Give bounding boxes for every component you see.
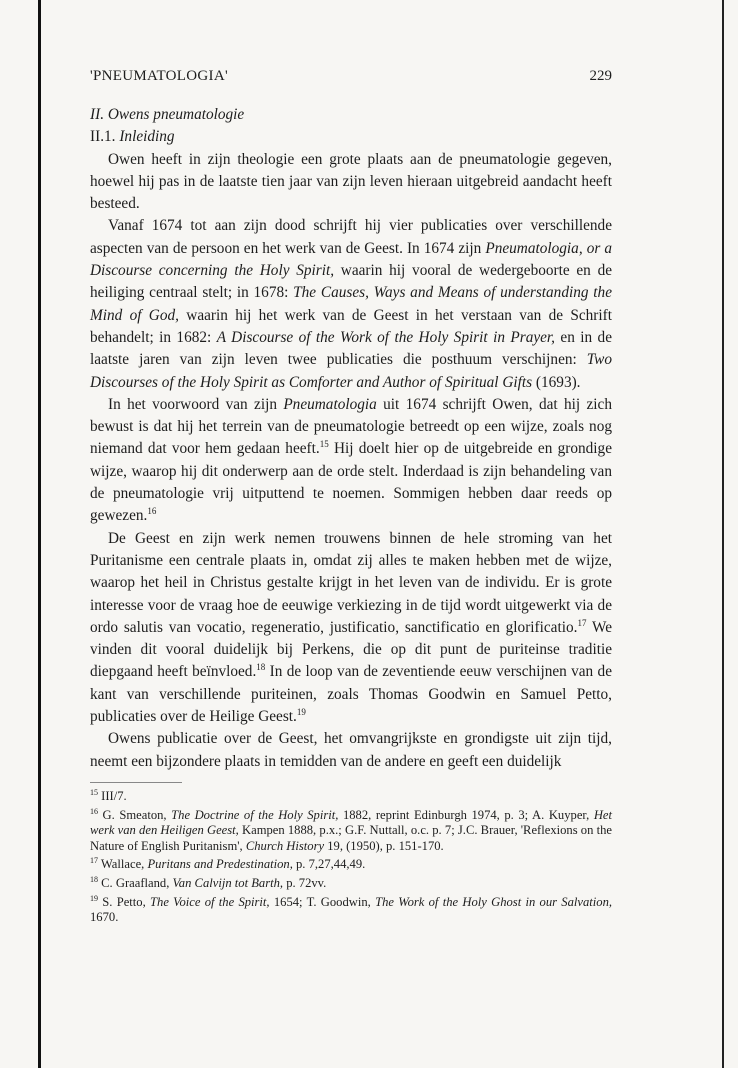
footnote-16-title-church-history: Church History xyxy=(245,838,325,853)
footnote-19-text-c: 1670. xyxy=(90,910,119,925)
footnote-15 xyxy=(90,789,612,805)
p3-title-pneumatologia: Pneumatologia xyxy=(283,395,377,413)
p2-text-d: en in de laatste jaren van zijn leven twee publicaties die posthuum verschijnen: xyxy=(90,328,612,369)
page-number: 229 xyxy=(589,68,612,84)
section-number: II. xyxy=(90,106,105,123)
p2-text-e: (1693). xyxy=(532,373,581,391)
scan-left-edge xyxy=(38,0,41,1068)
footnote-ref-18[interactable]: 18 xyxy=(256,662,266,673)
footnote-18-number: 18 xyxy=(90,874,98,884)
footnote-17-title: Puritans and Predestination, xyxy=(147,857,293,872)
paragraph-1: Owen heeft in zijn theologie een grote plaats aan de pneumatologie gegeven, hoewel hij pas in de laatste tien jaar van zijn leven hieraan uitgebreid aandacht heeft besteed. xyxy=(90,150,612,213)
footnote-16-number: 16 xyxy=(90,806,98,816)
scan-right-edge xyxy=(722,0,724,1068)
footnote-15-text: III/7. xyxy=(98,789,127,803)
footnote-19-number: 19 xyxy=(90,893,98,903)
footnote-15-number: 15 xyxy=(90,788,98,797)
paragraph-2 xyxy=(90,215,612,393)
footnote-19-text-b: 1654; T. Goodwin, xyxy=(269,894,376,909)
footnote-19-text-a: S. Petto, xyxy=(98,894,151,909)
footnote-17-text-a: Wallace, xyxy=(98,857,148,872)
body-text xyxy=(90,104,612,773)
footnote-16 xyxy=(90,808,612,855)
footnote-16-text-b: 1882, reprint Edinburgh 1974, p. 3; A. Kuyper, xyxy=(338,807,594,822)
footnote-ref-15[interactable]: 15 xyxy=(319,439,329,450)
p2-text-b: waarin hij vooral de wedergeboorte en de heiliging centraal stelt; in 1678: xyxy=(90,262,613,302)
p3-text-c: Hij doelt hier op de uitgebreide en grondige wijze, waarop hij dit onderwerp aan de orde stelt. Inderdaad is zijn behandeling van de pneumatologie vrij uitputtend te noemen. Sommigen hebben daar reeds op gewezen. xyxy=(90,440,612,525)
footnote-rule xyxy=(90,782,182,783)
footnote-18-text-a: C. Graafland, xyxy=(98,875,173,890)
subsection-heading xyxy=(90,126,612,148)
paragraph-5: Owens publicatie over de Geest, het omvangrijkste en grondigste uit zijn tijd, neemt een bijzondere plaats in temidden van de andere en geeft een duidelijk xyxy=(90,730,612,770)
footnote-16-title-smeaton: The Doctrine of the Holy Spirit, xyxy=(171,807,339,822)
footnote-ref-17[interactable]: 17 xyxy=(577,617,587,628)
footnote-19-title-petto: The Voice of the Spirit, xyxy=(150,894,270,909)
footnote-ref-16[interactable]: 16 xyxy=(147,506,157,517)
running-head xyxy=(90,68,612,85)
footnote-18 xyxy=(90,876,612,892)
p4-text-c: In de loop van de zeventiende eeuw verschijnen van de kant van verschillende puriteinen, zoals Thomas Goodwin en Samuel Petto, publicaties over de Heilige Geest. xyxy=(90,663,612,726)
p2-title-two-discourses: Two Discourses of the Holy Spirit as Comforter and Author of Spiritual Gifts xyxy=(90,351,612,391)
p2-text-c: waarin hij het werk van de Geest in het verstaan van de Schrift behandelt; in 1682: xyxy=(90,306,612,346)
footnote-18-text-b: p. 72vv. xyxy=(283,875,327,890)
footnote-19-title-goodwin: The Work of the Holy Ghost in our Salvation, xyxy=(375,894,613,909)
footnote-17 xyxy=(90,857,612,873)
footnote-18-title: Van Calvijn tot Barth, xyxy=(172,875,284,890)
subsection-title: Inleiding xyxy=(119,128,175,146)
paragraph-3 xyxy=(90,394,612,528)
footnote-16-title-kuyper: Het werk van den Heiligen Geest, xyxy=(90,807,613,838)
footnote-17-number: 17 xyxy=(90,856,98,866)
footnote-16-text-d: 19, (1950), p. 151-170. xyxy=(324,838,444,853)
p2-title-causes: The Causes, Ways and Means of understanding the Mind of God, xyxy=(90,284,612,324)
section-heading xyxy=(90,104,612,126)
footnote-19 xyxy=(90,895,612,926)
footnotes xyxy=(90,789,612,929)
p2-text-a: Vanaf 1674 tot aan zijn dood schrijft hij vier publicaties over verschillende aspecten van de persoon en het werk van de Geest. In 1674 zijn xyxy=(90,217,612,257)
p3-text-b: uit 1674 schrijft Owen, dat hij zich bewust is dat hij het terrein van de pneumatologie betreedt op een wijze, zoals nog niemand dat voor hem gedaan heeft. xyxy=(90,395,612,458)
subsection-number: II.1. xyxy=(90,128,116,146)
p3-text-a: In het voorwoord van zijn xyxy=(108,395,284,413)
p4-text-b: We vinden dit vooral duidelijk bij Perkens, die op dit punt de puriteinse traditie diepgaand heeft beïnvloed. xyxy=(90,618,612,681)
footnote-ref-19[interactable]: 19 xyxy=(296,707,306,718)
p2-title-prayer: A Discourse of the Work of the Holy Spirit in Prayer, xyxy=(216,328,555,346)
p4-text-a: De Geest en zijn werk nemen trouwens binnen de hele stroming van het Puritanisme een centrale plaats in, omdat zij alles te maken hebben met de wijze, waarop het heil in Christus gestalte krijgt in het leven van de individu. Er is grote interesse voor de vraag hoe de eeuwige verkiezing in de tijd wordt uitgewerkt via de ordo salutis van vocatio, regeneratio, justificatio, sanctificatio en glorificatio. xyxy=(90,529,612,636)
footnote-16-text-a: G. Smeaton, xyxy=(98,807,172,822)
footnote-17-text-b: p. 7,27,44,49. xyxy=(292,857,366,872)
running-title: 'PNEUMATOLOGIA' xyxy=(90,68,228,84)
p2-title-pneumatologia: Pneumatologia, or a Discourse concerning the Holy Spirit, xyxy=(90,239,612,280)
paragraph-4 xyxy=(90,528,612,729)
footnote-16-text-c: Kampen 1888, p.x.; G.F. Nuttall, o.c. p. 7; J.C. Brauer, 'Reflexions on the Nature of English Puritanism', xyxy=(90,823,612,853)
section-title: Owens pneumatologie xyxy=(107,106,245,123)
